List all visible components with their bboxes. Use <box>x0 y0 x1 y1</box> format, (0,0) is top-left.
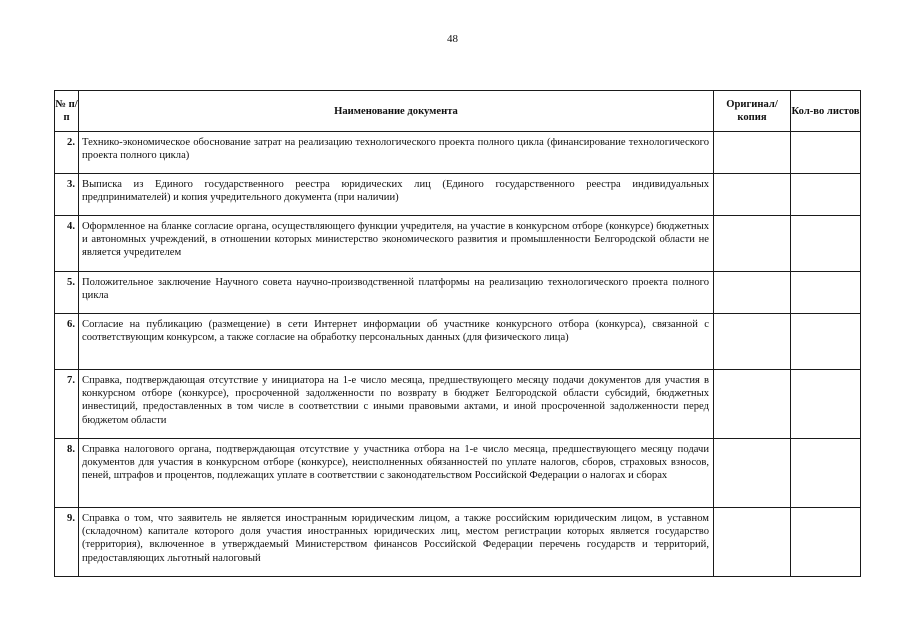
row-sheet-count-cell <box>791 174 861 216</box>
table-row <box>55 132 861 174</box>
page-number: 48 <box>447 33 458 45</box>
table-row <box>55 508 861 577</box>
row-number: 2. <box>55 132 79 174</box>
row-document-name: Технико-экономическое обоснование затрат на реализацию технологического проекта полного цикла (финансирование технологического проекта полного цикла) <box>79 132 714 174</box>
row-document-name: Оформленное на бланке согласие органа, осуществляющего функции учредителя, на участие в конкурсном отборе (конкурсе) бюджетных и автономных учреждений, в отношении которых министерство экономического развития и промышленности Белгородской области не является учредителем <box>79 216 714 272</box>
row-number: 6. <box>55 314 79 370</box>
row-document-name: Справка, подтверждающая отсутствие у инициатора на 1-е число месяца, предшествующего месяцу подачи документов для участия в конкурсном отборе (конкурсе), просроченной задолженности по возврату в бюджет Белгородской области субсидий, бюджетных инвестиций, предоставленных в том числе в соответствии с иными правовыми актами, и иной просроченной задолженности перед бюджетом области <box>79 370 714 439</box>
row-sheet-count-cell <box>791 132 861 174</box>
row-sheet-count-cell <box>791 370 861 439</box>
row-document-name: Выписка из Единого государственного реестра юридических лиц (Единого государственного реестра индивидуальных предпринимателей) и копия учредительного документа (при наличии) <box>79 174 714 216</box>
table-header-row <box>55 91 861 132</box>
table-row <box>55 439 861 508</box>
table-row <box>55 216 861 272</box>
row-original-copy-cell <box>714 216 791 272</box>
row-document-name: Согласие на публикацию (размещение) в сети Интернет информации об участнике конкурсного отбора (конкурса), связанной с соответствующим конкурсом, а также согласие на обработку персональных данных (для физического лица) <box>79 314 714 370</box>
row-sheet-count-cell <box>791 314 861 370</box>
table-row <box>55 272 861 314</box>
row-number: 9. <box>55 508 79 577</box>
row-sheet-count-cell <box>791 508 861 577</box>
row-number: 3. <box>55 174 79 216</box>
row-document-name: Справка налогового органа, подтверждающая отсутствие у участника отбора на 1-е число месяца, предшествующего месяцу подачи документов для участия в конкурсном отборе (конкурсе), неисполненных обязанностей по уплате налогов, сборов, страховых взносов, пеней, штрафов и процентов, подлежащих уплате в соответствии с законодательством Российской Федерации о налогах и сборах <box>79 439 714 508</box>
row-document-name: Положительное заключение Научного совета научно-производственной платформы на реализацию технологического проекта полного цикла <box>79 272 714 314</box>
row-original-copy-cell <box>714 370 791 439</box>
row-number: 5. <box>55 272 79 314</box>
header-document-name: Наименование документа <box>79 91 714 132</box>
header-original-copy: Оригинал/ копия <box>714 91 791 132</box>
row-number: 7. <box>55 370 79 439</box>
row-document-name: Справка о том, что заявитель не является иностранным юридическим лицом, а также российским юридическим лицом, в уставном (складочном) капитале которого доля участия иностранных юридических лиц, местом регистрации которых является государство (территория), включенное в утверждаемый Министерством финансов Российской Федерации перечень государств и территорий, предоставляющих льготный налоговый <box>79 508 714 577</box>
row-original-copy-cell <box>714 174 791 216</box>
header-number: № п/п <box>55 91 79 132</box>
header-sheet-count: Кол-во листов <box>791 91 861 132</box>
row-number: 8. <box>55 439 79 508</box>
row-sheet-count-cell <box>791 272 861 314</box>
row-sheet-count-cell <box>791 439 861 508</box>
row-sheet-count-cell <box>791 216 861 272</box>
row-original-copy-cell <box>714 508 791 577</box>
row-original-copy-cell <box>714 272 791 314</box>
table-row <box>55 174 861 216</box>
row-number: 4. <box>55 216 79 272</box>
row-original-copy-cell <box>714 439 791 508</box>
table-row <box>55 370 861 439</box>
row-original-copy-cell <box>714 132 791 174</box>
row-original-copy-cell <box>714 314 791 370</box>
table-row <box>55 314 861 370</box>
documents-table <box>54 90 861 577</box>
